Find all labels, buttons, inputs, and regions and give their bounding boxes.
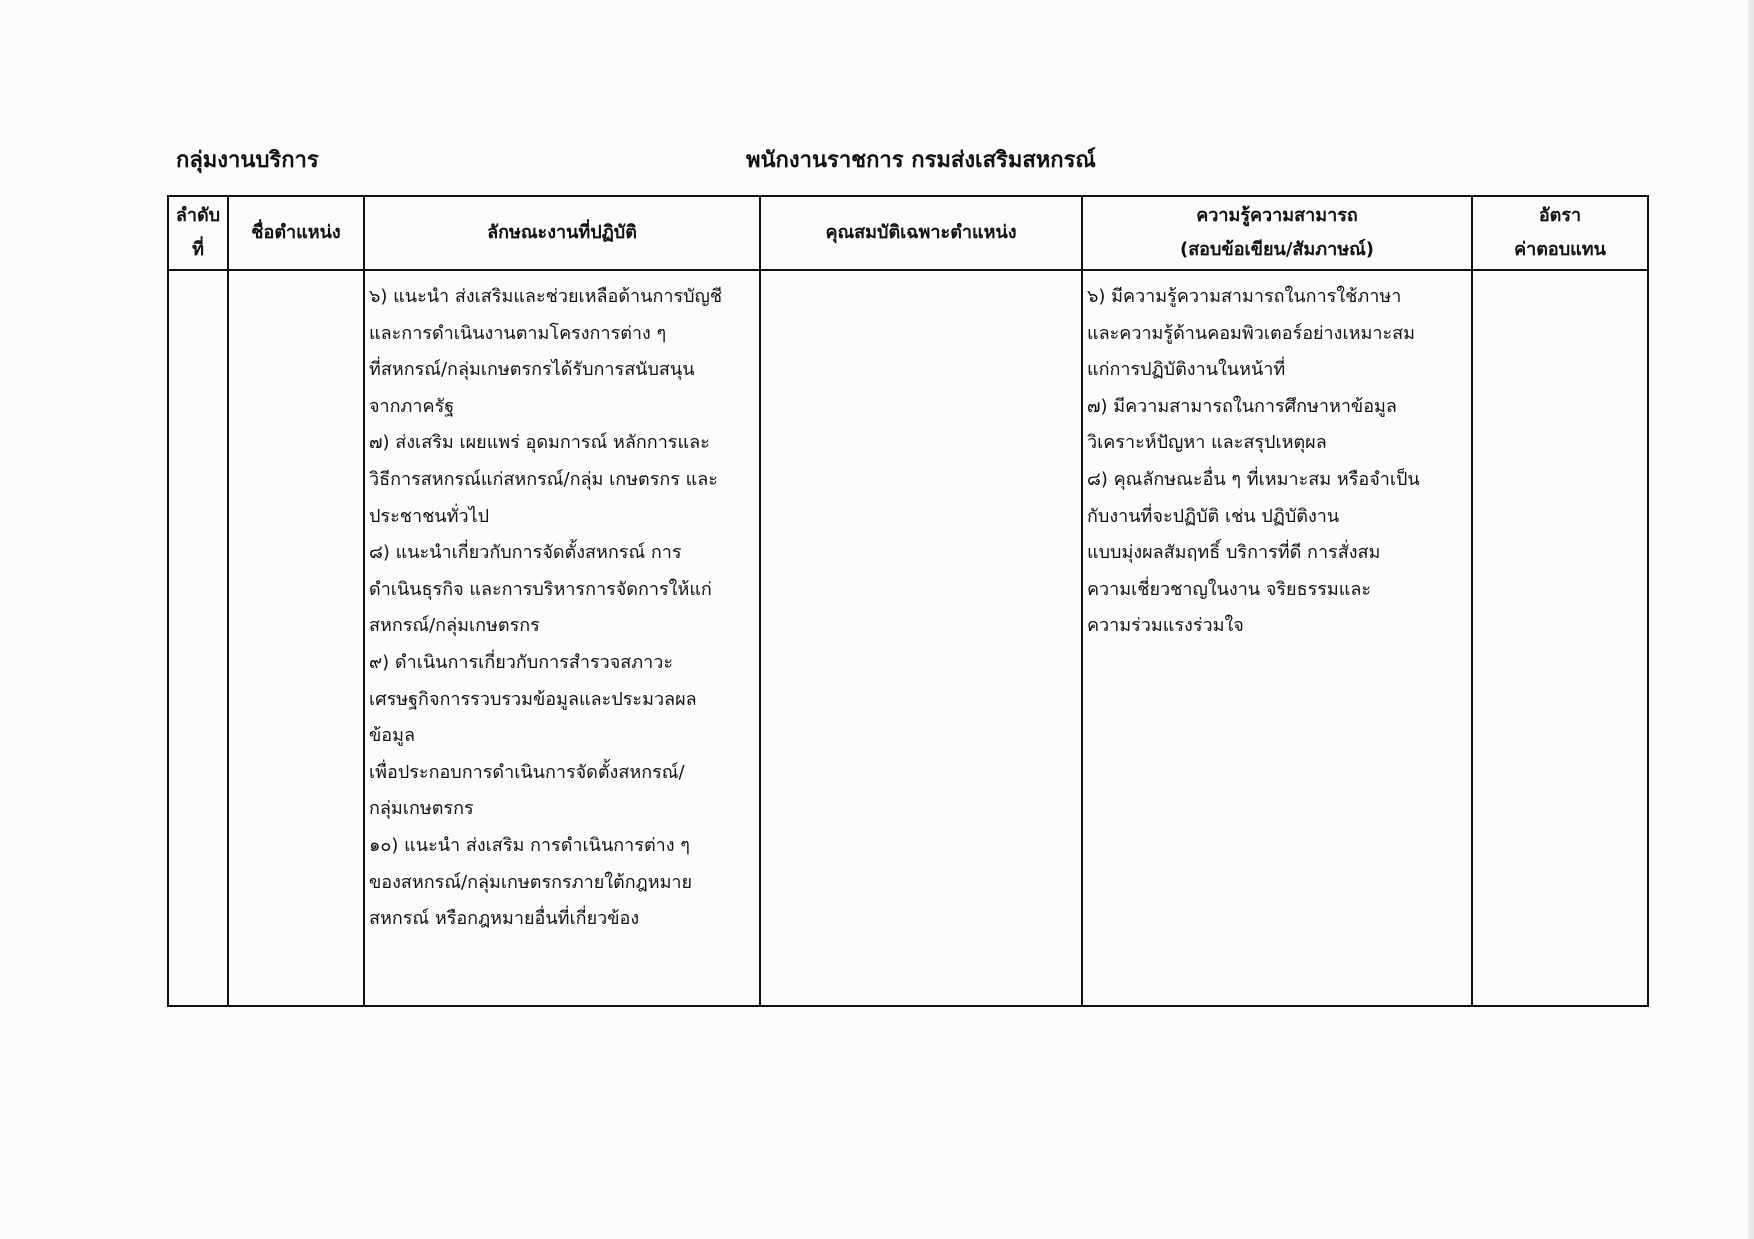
knowledge-line: วิเคราะห์ปัญหา และสรุปเหตุผล [1087,432,1327,454]
duty-line: สหกรณ์ หรือกฎหมายอื่นที่เกี่ยวข้อง [369,908,640,930]
duty-line: ๘) แนะนำเกี่ยวกับการจัดตั้งสหกรณ์ การ [369,542,682,564]
page-title: พนักงานราชการ กรมส่งเสริมสหกรณ์ [746,148,1096,173]
knowledge-line: และความรู้ด้านคอมพิวเตอร์อย่างเหมาะสม [1087,322,1415,344]
duty-line: ดำเนินธุรกิจ และการบริหารการจัดการให้แก่ [369,578,712,600]
duty-line: ประชาชนทั่วไป [369,505,490,527]
col-header-position-name-label: ชื่อตำแหน่ง [251,222,341,243]
cell-qualifications [760,270,1082,1006]
duty-line: ของสหกรณ์/กลุ่มเกษตรกรภายใต้กฎหมาย [369,871,693,893]
knowledge-line: ความเชี่ยวชาญในงาน จริยธรรมและ [1087,578,1372,600]
group-heading: กลุ่มงานบริการ [176,148,319,173]
duty-line: ๖) แนะนำ ส่งเสริมและช่วยเหลือด้านการบัญชี [369,286,723,307]
duty-line: ๗) ส่งเสริม เผยแพร่ อุดมการณ์ หลักการและ [369,432,710,454]
knowledge-line: ๖) มีความรู้ความสามารถในการใช้ภาษา [1087,286,1402,307]
position-table [167,195,1649,1007]
col-header-knowledge-line1: ความรู้ความสามารถ [1196,205,1358,226]
col-header-order-line1: ลำดับ [175,205,221,226]
duty-line: วิธีการสหกรณ์แก่สหกรณ์/กลุ่ม เกษตรกร และ [369,468,718,490]
duty-line: สหกรณ์/กลุ่มเกษตรกร [369,615,540,637]
knowledge-line: ๘) คุณลักษณะอื่น ๆ ที่เหมาะสม หรือจำเป็น [1087,468,1420,490]
knowledge-line: แก่การปฏิบัติงานในหน้าที่ [1087,359,1286,381]
col-header-compensation [1472,196,1648,270]
duty-line: ๑๐) แนะนำ ส่งเสริม การดำเนินการต่าง ๆ [369,834,690,856]
duties-list [365,271,759,938]
col-header-order-line2: ที่ [192,239,204,260]
duty-line: ๙) ดำเนินการเกี่ยวกับการสำรวจสภาวะ [369,651,674,673]
cell-knowledge [1082,270,1472,1006]
cell-compensation [1472,270,1648,1006]
col-header-knowledge-line2: (สอบข้อเขียน/สัมภาษณ์) [1179,239,1375,260]
duty-line: ที่สหกรณ์/กลุ่มเกษตรกรได้รับการสนับสนุน [369,359,695,381]
duty-line: เศรษฐกิจการรวบรวมข้อมูลและประมวลผล [369,688,697,710]
col-header-order [168,196,228,270]
cell-position-name [228,270,364,1006]
col-header-compensation-line1: อัตรา [1538,205,1582,226]
col-header-duties [364,196,760,270]
table-row [168,270,1648,1006]
knowledge-line: แบบมุ่งผลสัมฤทธิ์ บริการที่ดี การสั่งสม [1087,542,1381,564]
knowledge-line: ๗) มีความสามารถในการศึกษาหาข้อมูล [1087,395,1397,417]
col-header-qualifications-label: คุณสมบัติเฉพาะตำแหน่ง [825,222,1017,243]
col-header-qualifications [760,196,1082,270]
position-table-container [167,195,1647,1007]
knowledge-line: กับงานที่จะปฏิบัติ เช่น ปฏิบัติงาน [1087,505,1340,527]
knowledge-list [1083,271,1471,645]
page-edge-shadow [1748,0,1754,1239]
cell-order [168,270,228,1006]
col-header-compensation-line2: ค่าตอบแทน [1514,239,1606,260]
duty-line: เพื่อประกอบการดำเนินการจัดตั้งสหกรณ์/ [369,761,685,783]
table-header-row [168,196,1648,270]
col-header-duties-label: ลักษณะงานที่ปฏิบัติ [487,222,637,243]
duty-line: และการดำเนินงานตามโครงการต่าง ๆ [369,322,667,344]
col-header-knowledge [1082,196,1472,270]
col-header-position-name [228,196,364,270]
duty-line: กลุ่มเกษตรกร [369,798,474,820]
knowledge-line: ความร่วมแรงร่วมใจ [1087,615,1244,637]
duty-line: ข้อมูล [369,725,416,747]
cell-duties [364,270,760,1006]
duty-line: จากภาครัฐ [369,395,455,417]
